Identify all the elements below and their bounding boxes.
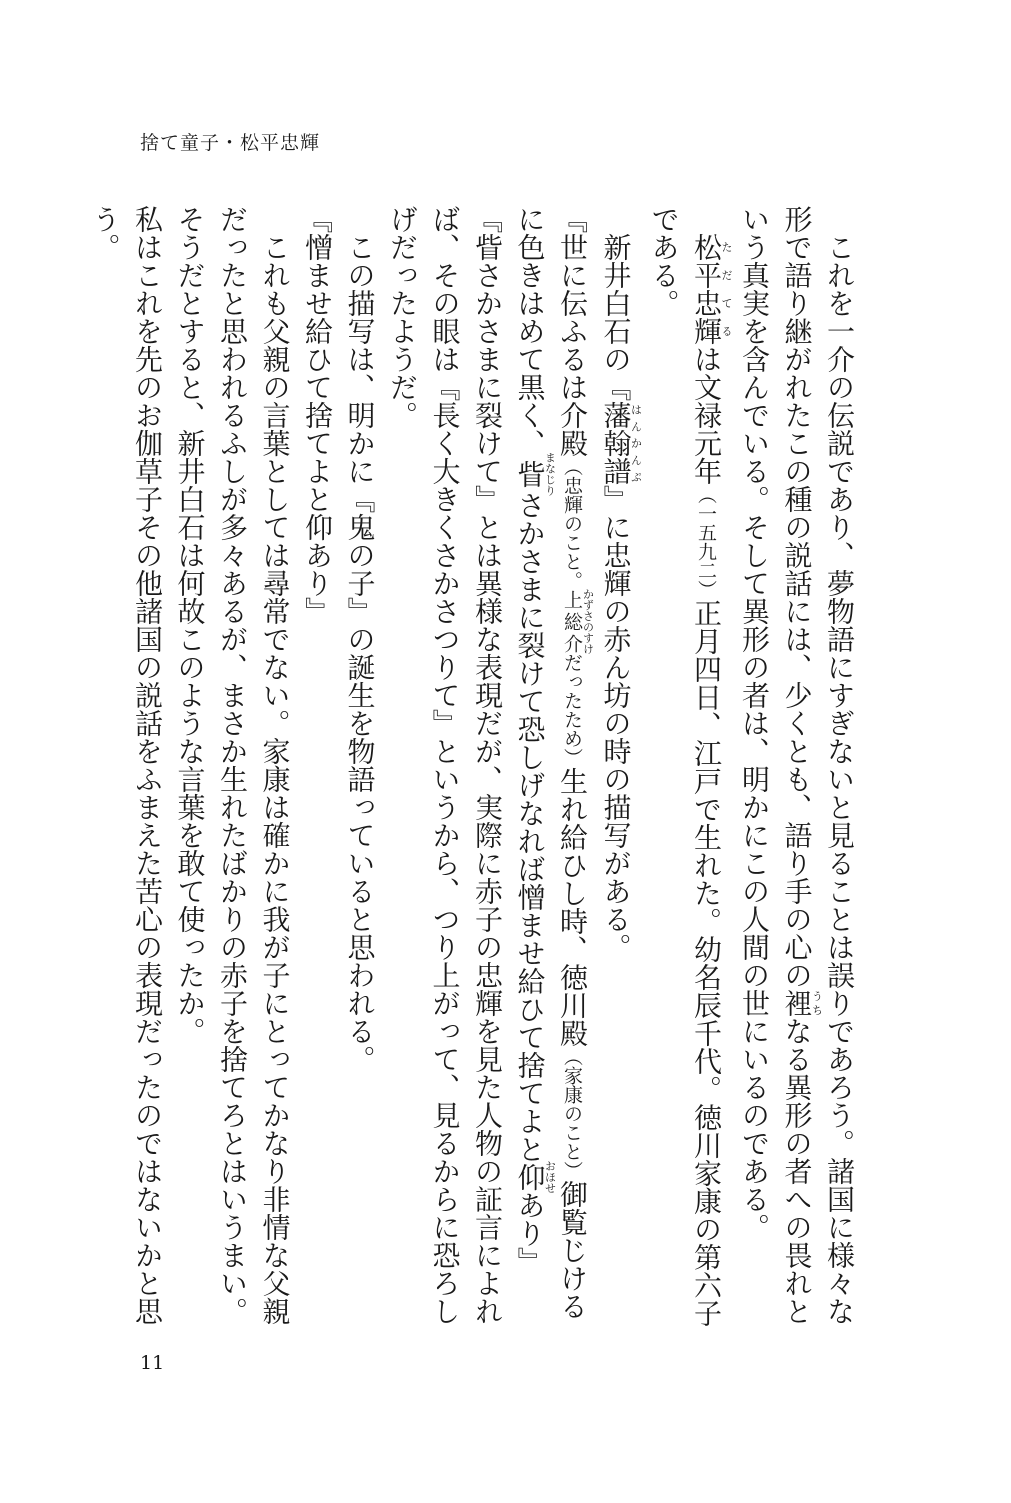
paragraph-3: 新井白石の『藩翰譜はんかんぷ』に忠輝の赤ん坊の時の描写がある。 [599,233,643,961]
quote-2: 『憎ませ給ひて捨てよと仰あり』 [301,205,334,625]
running-title: 捨て童子・松平忠輝 [140,132,321,154]
quote-1: 『世に伝ふるは介殿（忠輝のこと。上総介かずさのすけだったため）生れ給ひし時、徳川殿（家康のこと）御覧じけるに色きはめて黒く、眥まなじりさかさまに裂けて恐しげなれば憎ませ給ひて捨てよと仰おほせあり』 [513,205,595,1320]
paragraph-8: これも父親の言葉としては尋常でない。家康は確かに我が子にとってかなり非情な父親だったと思われるふしが多々あるが、まさか生れたばかりの赤子を捨てろとはいうまい。そうだとすると、新井白石は何故このような言葉を敢て使ったか。 [173,205,292,1325]
paragraph-9: 私はこれを先のお伽草子その他諸国の説話をふまえた苦心の表現だったのではないかと思う。 [88,205,164,1325]
body-text [88,205,860,1330]
paragraph-6: この描写は、明かに『鬼の子』の誕生を物語っていると思われる。 [343,233,377,1073]
paragraph-2: 松平忠輝ただてるは文禄元年（一五九二）正月四日、江戸で生れた。幼名辰千代。徳川家康の第六子である。 [647,205,733,1327]
page-number: 11 [140,1352,165,1374]
paragraph-1: これを一介の伝説であり、夢物語にすぎないと見ることは誤りであろう。諸国に様々な形で語り継がれたこの種の説話には、少くとも、語り手の心の裡うちなる異形の者への畏れという真実を含んでいる。そして異形の者は、明かにこの人間の世にいるのである。 [738,205,856,1325]
paragraph-5: 『眥さかさまに裂けて』とは異様な表現だが、実際に赤子の忠輝を見た人物の証言によれば、その眼は『長く大きくさかさつりて』というから、つり上がって、見るからに恐ろしげだったようだ。 [386,205,504,1325]
